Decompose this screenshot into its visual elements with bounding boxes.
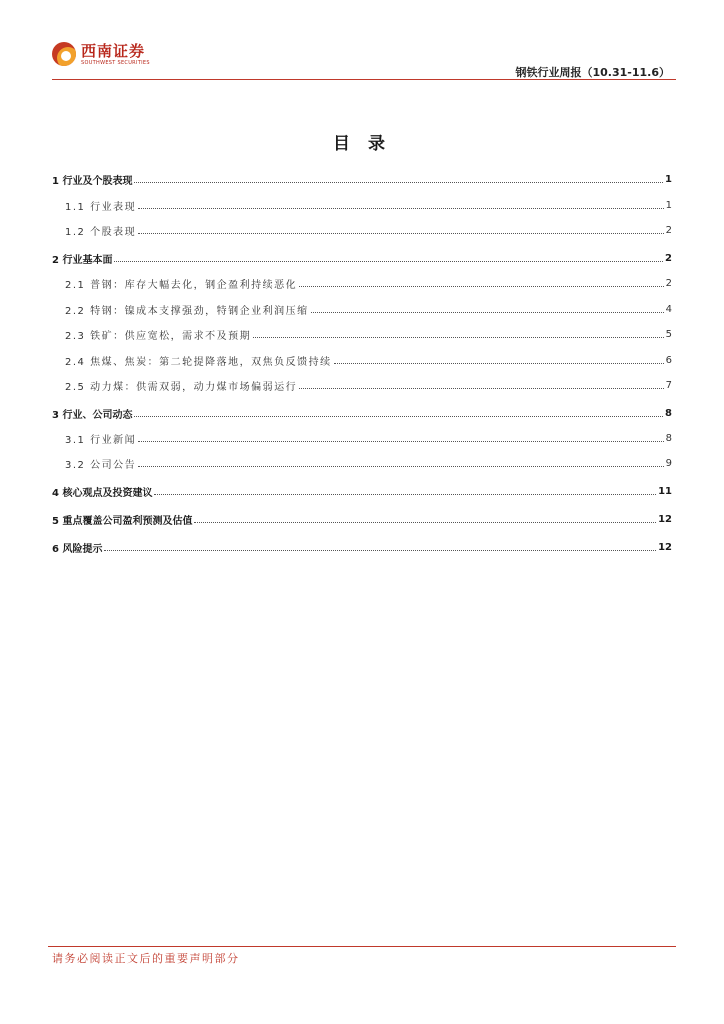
toc-entry-title: 2.4 焦煤、焦炭：第二轮提降落地，双焦负反馈持续 [65, 356, 332, 368]
toc-entry-title: 3.2 公司公告 [65, 459, 137, 471]
toc-leader-dots [134, 182, 663, 183]
toc-entry-title: 4 核心观点及投资建议 [52, 487, 153, 499]
toc-leader-dots [104, 550, 656, 551]
toc-entry-title: 2.1 普钢：库存大幅去化，钢企盈利持续恶化 [65, 279, 298, 291]
toc-entry-title: 2.3 铁矿：供应宽松，需求不及预期 [65, 330, 252, 342]
toc-entry-page: 11 [658, 485, 672, 497]
toc-entry-page: 7 [665, 379, 672, 391]
logo-emblem-icon [52, 42, 76, 66]
toc-entry-page: 2 [665, 277, 672, 289]
toc-leader-dots [138, 208, 664, 209]
toc-entry[interactable] [52, 247, 672, 269]
toc-entry-title: 1.2 个股表现 [65, 226, 137, 238]
toc-leader-dots [299, 388, 664, 389]
toc-leader-dots [299, 286, 664, 287]
toc-entry-title: 2 行业基本面 [52, 254, 113, 266]
toc-entry-title: 3 行业、公司动态 [52, 409, 133, 421]
footer-notice: 请务必阅读正文后的重要声明部分 [52, 952, 240, 965]
logo-name-en: SOUTHWEST SECURITIES [81, 59, 150, 66]
toc-entry-page: 5 [665, 328, 672, 340]
toc-entry[interactable] [52, 323, 672, 345]
toc-entry[interactable] [52, 219, 672, 241]
toc-entry[interactable] [52, 194, 672, 216]
toc-leader-dots [134, 416, 663, 417]
toc-entry[interactable] [52, 374, 672, 396]
toc-entry-page: 2 [665, 252, 672, 264]
toc-entry-page: 8 [665, 432, 672, 444]
toc-entry-page: 1 [665, 173, 672, 185]
toc-entry-title: 3.1 行业新闻 [65, 434, 137, 446]
toc-leader-dots [114, 261, 663, 262]
toc-entry[interactable] [52, 452, 672, 474]
toc-entry-title: 2.2 特钢：镍成本支撑强劲，特钢企业利润压缩 [65, 305, 309, 317]
company-logo [52, 42, 150, 66]
toc-entry-title: 5 重点覆盖公司盈利预测及估值 [52, 515, 193, 527]
toc-leader-dots [334, 363, 664, 364]
logo-name-cn: 西南证券 [81, 41, 146, 60]
page-header [52, 40, 676, 80]
toc-leader-dots [253, 337, 664, 338]
toc-entry-title: 6 风险提示 [52, 543, 103, 555]
toc-entry[interactable] [52, 536, 672, 558]
toc-entry-page: 2 [665, 224, 672, 236]
toc-entry[interactable] [52, 168, 672, 190]
footer-divider [48, 946, 676, 947]
toc-leader-dots [138, 233, 664, 234]
toc-entry[interactable] [52, 272, 672, 294]
toc-leader-dots [138, 441, 664, 442]
toc-entry[interactable] [52, 402, 672, 424]
toc-entry-title: 2.5 动力煤：供需双弱，动力煤市场偏弱运行 [65, 381, 298, 393]
toc-leader-dots [311, 312, 664, 313]
report-title: 钢铁行业周报（10.31-11.6） [515, 66, 670, 79]
toc-entry-title: 1 行业及个股表现 [52, 175, 133, 187]
toc-entry[interactable] [52, 480, 672, 502]
toc-entry[interactable] [52, 508, 672, 530]
toc-entry-page: 8 [665, 407, 672, 419]
toc-entry[interactable] [52, 349, 672, 371]
toc-entry[interactable] [52, 298, 672, 320]
toc-entry-page: 4 [665, 303, 672, 315]
toc-leader-dots [138, 466, 664, 467]
toc-entry-title: 1.1 行业表现 [65, 201, 137, 213]
toc-leader-dots [194, 522, 656, 523]
toc-entry-page: 9 [665, 457, 672, 469]
header-divider [52, 79, 676, 80]
toc-entry[interactable] [52, 427, 672, 449]
toc-leader-dots [154, 494, 656, 495]
toc-entry-page: 12 [658, 513, 672, 525]
toc-entry-page: 6 [665, 354, 672, 366]
toc-entry-page: 12 [658, 541, 672, 553]
toc-heading: 目 录 [333, 134, 391, 154]
toc-entry-page: 1 [665, 199, 672, 211]
